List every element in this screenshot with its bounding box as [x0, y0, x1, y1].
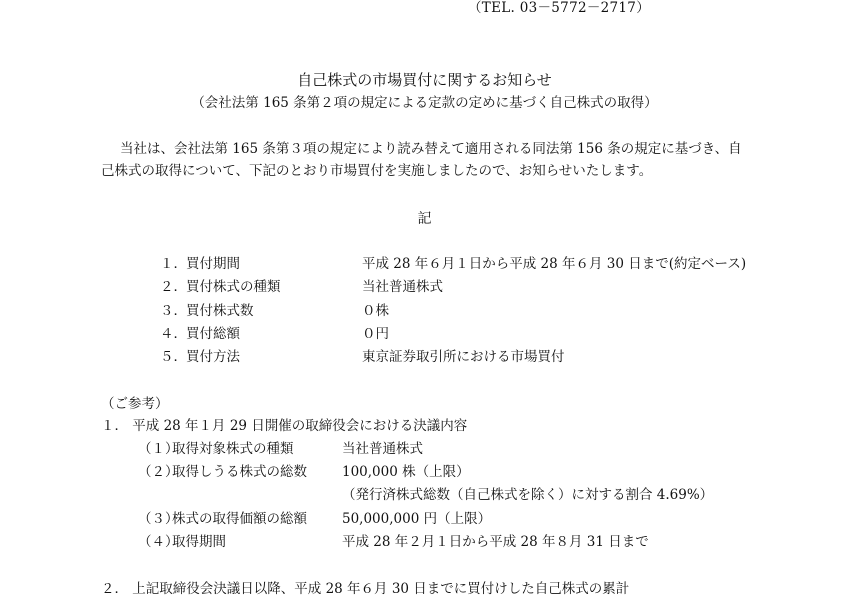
item-number: ３． [160, 303, 187, 319]
item-number: １． [160, 256, 187, 272]
sub-item-label-share-type: 取得対象株式の種類 [172, 441, 294, 457]
item-label-share-type: 買付株式の種類 [186, 279, 281, 295]
reference-item-1: １． 平成 28 年１月 29 日開催の取締役会における決議内容 [101, 418, 468, 434]
ki-heading: 記 [417, 211, 432, 227]
item-value-purchase-method: 東京証券取引所における市場買付 [362, 349, 565, 365]
sub-item-value-acquisition-period: 平成 28 年２月１日から平成 28 年８月 31 日まで [342, 534, 649, 550]
sub-item-label-max-amount: 株式の取得価額の総額 [172, 511, 307, 527]
body-paragraph-line-2: 己株式の取得について、下記のとおり市場買付を実施しましたので、お知らせいたします。 [101, 163, 653, 179]
body-paragraph-line-1: 当社は、会社法第 165 条第３項の規定により読み替えて適用される同法第 156 条の規定に基づき、自 [120, 141, 742, 157]
sub-item-label-max-shares: 取得しうる株式の総数 [172, 464, 307, 480]
item-label-purchase-period: 買付期間 [186, 256, 240, 272]
sub-item-number: （４） [138, 534, 179, 550]
sub-item-value-max-amount: 50,000,000 円（上限） [342, 511, 492, 527]
sub-item-value-share-type: 当社普通株式 [342, 441, 423, 457]
telephone-number: （TEL. 03－5772－2717） [468, 0, 650, 16]
item-number: ２． [160, 279, 187, 295]
document-subtitle: （会社法第 165 条第２項の規定による定款の定めに基づく自己株式の取得） [191, 95, 658, 111]
sub-item-number: （１） [138, 441, 179, 457]
item-label-share-count: 買付株式数 [186, 303, 254, 319]
sub-item-note-share-ratio: （発行済株式総数（自己株式を除く）に対する割合 4.69%） [342, 487, 714, 503]
document-title: 自己株式の市場買付に関するお知らせ [297, 71, 552, 89]
item-label-purchase-method: 買付方法 [186, 349, 240, 365]
item-value-total-amount: ０円 [362, 326, 389, 342]
item-value-purchase-period: 平成 28 年６月１日から平成 28 年６月 30 日まで(約定ベース) [362, 256, 747, 272]
reference-item-2: ２． 上記取締役会決議日以降、平成 28 年６月 30 日までに買付けした自己株式の累計 [101, 581, 630, 597]
item-number: ５． [160, 349, 187, 365]
sub-item-number: （２） [138, 464, 179, 480]
sub-item-number: （３） [138, 511, 179, 527]
item-value-share-type: 当社普通株式 [362, 279, 443, 295]
item-label-total-amount: 買付総額 [186, 326, 240, 342]
sub-item-value-max-shares: 100,000 株（上限） [342, 464, 470, 480]
item-value-share-count: ０株 [362, 303, 389, 319]
sub-item-label-acquisition-period: 取得期間 [172, 534, 226, 550]
item-number: ４． [160, 326, 187, 342]
reference-heading: （ご参考） [101, 396, 169, 412]
